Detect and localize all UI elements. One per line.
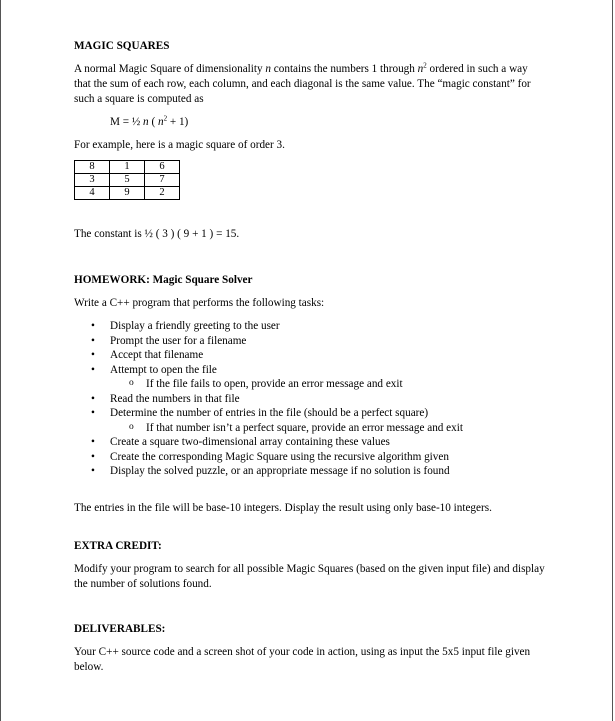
entries-text: The entries in the file will be base-10 integers. Display the result using only base-10 integers.: [74, 502, 492, 514]
table-row: [75, 174, 180, 187]
list-item: • Read the numbers in that file: [74, 392, 549, 407]
table-cell: 7: [145, 174, 180, 187]
table-cell: 3: [75, 174, 110, 187]
list-subitem: o If that number isn’t a perfect square, provide an error message and exit: [74, 421, 549, 436]
table-cell: 6: [145, 161, 180, 174]
formula-exponent: 2: [163, 114, 168, 123]
formula-text-c: + 1): [167, 116, 189, 128]
intro-n-var: n: [265, 63, 271, 75]
list-item: • Display the solved puzzle, or an appropriate message if no solution is found: [74, 464, 549, 479]
formula-text-a: M = ½: [110, 116, 144, 128]
list-item: • Determine the number of entries in the file (should be a perfect square): [74, 406, 549, 421]
intro-paragraph: [74, 62, 546, 107]
intro-text-a: A normal Magic Square of dimensionality: [74, 63, 266, 75]
formula-n-var: n: [143, 116, 149, 128]
table-row: [75, 161, 180, 174]
list-item: • Display a friendly greeting to the user: [74, 319, 549, 334]
intro-text-b: contains the numbers 1 through: [271, 63, 418, 75]
intro-exponent: 2: [423, 61, 427, 70]
task-list: [74, 319, 549, 479]
example-text: For example, here is a magic square of order 3.: [74, 139, 285, 151]
table-cell: 1: [110, 161, 145, 174]
table-cell: 5: [110, 174, 145, 187]
intro-n-var-2: n: [417, 63, 424, 75]
list-item: • Attempt to open the file: [74, 363, 549, 378]
magic-squares-heading: MAGIC SQUARES: [74, 40, 170, 52]
formula-n-var-2: n: [157, 116, 164, 128]
intro-text-c: ordered in such a way that the sum of each row, each column, and each diagonal is the same value. The “magic constant” for such a square is computed as: [74, 63, 531, 105]
table-row: [75, 187, 180, 200]
formula-text-b: (: [148, 116, 158, 128]
magic-square-table: [74, 160, 180, 200]
extra-credit-heading: EXTRA CREDIT:: [74, 540, 162, 552]
table-cell: 8: [75, 161, 110, 174]
list-item: • Create the corresponding Magic Square using the recursive algorithm given: [74, 450, 549, 465]
table-cell: 4: [75, 187, 110, 200]
table-cell: 9: [110, 187, 145, 200]
list-item: • Prompt the user for a filename: [74, 334, 549, 349]
magic-constant-formula: [110, 115, 188, 130]
list-subitem: o If the file fails to open, provide an error message and exit: [74, 377, 549, 392]
homework-heading: HOMEWORK: Magic Square Solver: [74, 274, 253, 286]
homework-intro: Write a C++ program that performs the following tasks:: [74, 297, 325, 309]
list-item: • Create a square two-dimensional array containing these values: [74, 435, 549, 450]
constant-text: The constant is ½ ( 3 ) ( 9 + 1 ) = 15.: [74, 228, 240, 240]
list-item: • Accept that filename: [74, 348, 549, 363]
extra-credit-text: Modify your program to search for all possible Magic Squares (based on the given input file) and display the number of solutions found.: [74, 563, 545, 590]
table-cell: 2: [145, 187, 180, 200]
deliverables-text: Your C++ source code and a screen shot of your code in action, using as input the 5x5 input file given below.: [74, 646, 531, 673]
deliverables-heading: DELIVERABLES:: [74, 623, 166, 635]
